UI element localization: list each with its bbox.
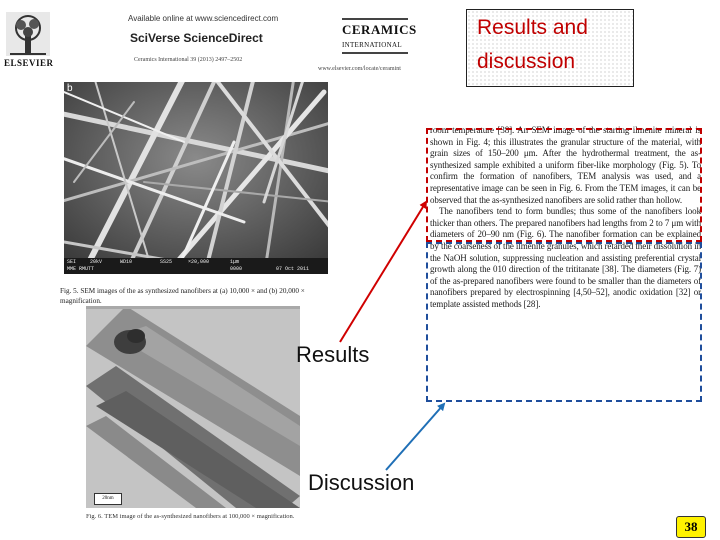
journal-subtitle: INTERNATIONAL (342, 41, 402, 49)
sem-scale: 1μm (230, 259, 240, 265)
slide-title-line1: Results and (477, 16, 588, 39)
journal-homepage: www.elsevier.com/locate/ceramint (318, 66, 401, 72)
discussion-label: Discussion (308, 470, 415, 495)
results-paragraph: room temperature [38]. An SEM image of the starting ilmenite mineral is shown in Fig. 4; this illustrates the granular structure of the material, with grain sizes of 150–200 μm. After the hydrothermal treatment, the as-synthesized sample exhibited a uniform fiber-like morphology (Fig. 5). To confirm the formation of nanofibers, TEM analysis was used, and a representative image can be seen in Fig. 6. From the TEM images, it can be observed that the as-synthesized nanofibers are solid rather than hollow. (430, 125, 701, 205)
available-online-text: Available online at www.sciencedirect.com (128, 14, 279, 23)
discussion-arrow (386, 404, 444, 470)
sciverse-sciencedirect-logo: SciVerse ScienceDirect (130, 31, 263, 45)
results-label: Results (296, 342, 370, 367)
journal-title: CERAMICS (342, 22, 417, 37)
sem-lab: MME RMUTT (67, 266, 95, 272)
sem-spot-size: SS25 (160, 259, 173, 265)
sem-magnification: ×20,000 (188, 259, 210, 265)
sem-code: 0000 (230, 266, 243, 272)
discussion-paragraph: The nanofibers tend to form bundles; thus some of the nanofibers look thicker than others. The prepared nanofibers had lengths from 2 to 7 μm with diameters of 20–90 nm (Fig. 6). The nanofiber formation can be explained by the coarseness of the ilmenite granules, which retarded their dissolution in the NaOH solution, suppressing nucleation and assisting preferential crystal growth along the 010 direction of the trititanate [38]. The diameters (Fig. 7) of the as-prepared nanofibers were found to be smaller than the diameters of nanofibers prepared by electrospinning [4,50–52], anodic oxidation [32] or template assisted methods [28]. (430, 206, 701, 309)
journal-citation: Ceramics International 39 (2013) 2497–2502 (134, 57, 243, 63)
sem-mode: SEI (67, 259, 77, 265)
sem-date: 07 Oct 2011 (276, 266, 310, 272)
publisher-name: ELSEVIER (4, 58, 54, 68)
sem-panel-label: b (67, 83, 73, 94)
results-arrow (340, 202, 426, 342)
page-number-badge: 38 (676, 516, 706, 538)
slide-title-line2: discussion (477, 50, 576, 73)
fig6-caption: Fig. 6. TEM image of the as-synthesized nanofibers at 100,000 × magnification. (86, 513, 295, 520)
tem-scale-bar: 20nm (94, 493, 122, 505)
sem-working-distance: WD10 (120, 259, 133, 265)
fig5-caption: Fig. 5. SEM images of the as synthesized nanofibers at (a) 10,000 × and (b) 20,000 × magnification. (60, 287, 305, 305)
sem-voltage: 20kV (90, 259, 103, 265)
